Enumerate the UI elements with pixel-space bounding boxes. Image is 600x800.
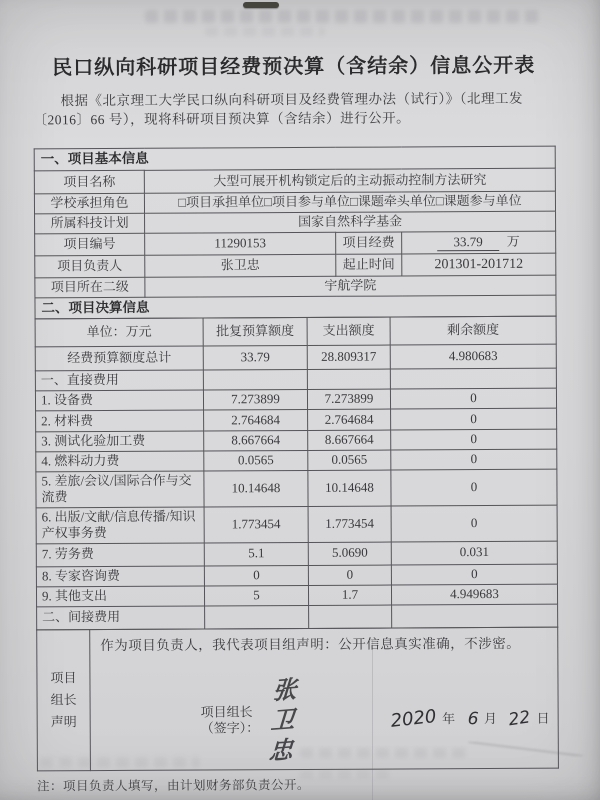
cell-approved: 1.773454 xyxy=(204,506,308,543)
footnote: 注：项目负责人填写，由计划财务部负责公开。 xyxy=(36,778,311,794)
col-header-spent: 支出额度 xyxy=(307,317,390,345)
science-plan-label: 所属科技计划 xyxy=(35,213,145,234)
day-unit-label: 日 xyxy=(536,710,550,727)
cell-remaining: 0 xyxy=(391,449,557,470)
science-plan-value: 国家自然科学基金 xyxy=(145,211,556,233)
declaration-side-label: 项目 组长 声明 xyxy=(37,629,91,771)
project-name-value: 大型可展开机构锁定后的主动振动控制方法研究 xyxy=(144,168,555,193)
cell-remaining: 4.980683 xyxy=(390,344,556,369)
col-header-approved: 批复预算额度 xyxy=(203,317,307,346)
cell-remaining: 0 xyxy=(391,564,557,585)
month-unit-label: 月 xyxy=(483,711,498,727)
project-name-label: 项目名称 xyxy=(34,170,144,194)
row-label: 8. 专家咨询费 xyxy=(36,566,204,587)
row-label: 5. 差旅/会议/国际合作与交流费 xyxy=(36,471,204,507)
cell-approved: 0.0565 xyxy=(204,450,308,471)
project-leader-value: 张卫忠 xyxy=(145,254,336,277)
row-label: 二、间接费用 xyxy=(37,606,205,630)
cell-remaining: 4.949683 xyxy=(391,584,557,605)
col-header-remaining: 剩余额度 xyxy=(390,316,556,345)
handwritten-day: 22 xyxy=(507,707,532,731)
table-row xyxy=(36,564,557,587)
project-funds-cell xyxy=(402,231,556,254)
cell-remaining xyxy=(392,604,558,628)
cell-approved: 7.273899 xyxy=(203,389,307,410)
cell-approved: 0 xyxy=(204,565,308,586)
table-row xyxy=(36,449,557,472)
table-row xyxy=(35,388,556,411)
cell-spent: 2.764684 xyxy=(308,409,391,430)
row-label: 7. 劳务费 xyxy=(36,543,204,567)
college-value: 宇航学院 xyxy=(145,275,556,297)
cell-remaining xyxy=(390,368,556,389)
cell-approved: 10.14648 xyxy=(204,470,308,506)
row-label: 一、直接费用 xyxy=(35,370,203,391)
project-funds-unit: 万 xyxy=(506,233,520,249)
college-label: 项目所在二级 xyxy=(35,277,145,298)
basic-info-table xyxy=(34,146,557,320)
year-unit-label: 年 xyxy=(442,711,456,727)
cell-spent: 0 xyxy=(308,565,391,585)
cell-remaining: 0.031 xyxy=(391,541,557,565)
cell-remaining: 0 xyxy=(390,388,556,409)
signature-line xyxy=(100,674,549,766)
cell-approved: 5.1 xyxy=(204,542,308,566)
section-header-basic-info: 一、项目基本信息 xyxy=(34,146,555,171)
table-row xyxy=(36,505,557,544)
row-label: 9. 其他支出 xyxy=(36,586,204,607)
cell-spent: 1.773454 xyxy=(308,506,391,542)
row-label: 4. 燃料动力费 xyxy=(36,451,204,472)
section-header-settlement-info: 二、项目决算信息 xyxy=(35,295,556,319)
table-row xyxy=(37,604,558,630)
project-number-label: 项目编号 xyxy=(35,233,145,256)
budget-table xyxy=(35,316,559,630)
cell-approved xyxy=(205,605,309,629)
handwritten-year: 2020 xyxy=(389,706,438,732)
project-leader-label: 项目负责人 xyxy=(35,255,145,278)
cell-approved: 8.667664 xyxy=(204,430,308,451)
cell-spent: 7.273899 xyxy=(307,389,390,409)
intro-paragraph xyxy=(33,89,557,130)
cell-spent: 5.0690 xyxy=(308,542,391,565)
row-label: 6. 出版/文献/信息传播/知识产权事务费 xyxy=(36,507,204,544)
handwritten-month: 6 xyxy=(466,708,479,730)
row-label: 1. 设备费 xyxy=(35,390,203,411)
cell-spent: 1.7 xyxy=(308,585,391,605)
cell-remaining: 0 xyxy=(391,469,557,505)
cell-spent: 8.667664 xyxy=(308,430,391,450)
row-label: 3. 测试化验加工费 xyxy=(36,431,204,452)
cell-remaining: 0 xyxy=(391,408,557,430)
row-label: 经费预算额度总计 xyxy=(35,346,203,371)
cell-spent xyxy=(309,605,392,628)
cell-remaining: 0 xyxy=(391,429,557,450)
project-funds-value: 33.79 xyxy=(437,234,498,252)
declaration-body xyxy=(90,627,559,771)
table-row xyxy=(36,429,557,452)
cell-approved: 5 xyxy=(204,585,308,606)
project-number-value: 11290153 xyxy=(145,232,336,255)
table-row xyxy=(36,584,557,607)
table-row xyxy=(35,368,556,391)
school-role-label: 学校承担角色 xyxy=(34,193,144,214)
table-row xyxy=(36,541,557,567)
cell-spent: 28.809317 xyxy=(307,345,390,369)
intro-line-1: 根据《北京理工大学民口纵向科研项目及经费管理办法（试行）》（北理工发 xyxy=(60,90,523,109)
declaration-table xyxy=(36,626,559,772)
table-row xyxy=(36,408,557,432)
intro-line-2: 〔2016〕66 号），现将科研项目预决算（含结余）进行公开。 xyxy=(33,110,411,128)
school-role-options: □项目承担单位□项目参与单位□课题牵头单位□课题参与单位 xyxy=(144,191,555,213)
page-title: 民口纵向科研项目经费预决算（含结余）信息公开表 xyxy=(52,54,536,80)
col-header-unit: 单位：万元 xyxy=(35,318,203,347)
row-label: 2. 材料费 xyxy=(36,410,204,432)
handwritten-signature: 张卫忠 xyxy=(268,675,295,767)
signature-label: 项目组长（签字）： xyxy=(200,704,260,736)
cell-remaining: 0 xyxy=(391,505,557,542)
cell-approved: 33.79 xyxy=(203,345,307,370)
period-value: 201301-201712 xyxy=(402,253,556,276)
table-row xyxy=(35,344,556,371)
cell-spent: 10.14648 xyxy=(308,470,391,506)
period-label: 起止时间 xyxy=(336,254,402,276)
cell-approved xyxy=(203,369,307,390)
table-row xyxy=(36,469,557,507)
cell-spent: 0.0565 xyxy=(308,450,391,470)
declaration-statement: 作为项目负责人，我代表项目组声明：公开信息真实准确，不涉密。 xyxy=(100,635,521,653)
cell-spent xyxy=(307,369,390,389)
cell-approved: 2.764684 xyxy=(204,409,308,431)
project-funds-label: 项目经费 xyxy=(336,232,402,254)
